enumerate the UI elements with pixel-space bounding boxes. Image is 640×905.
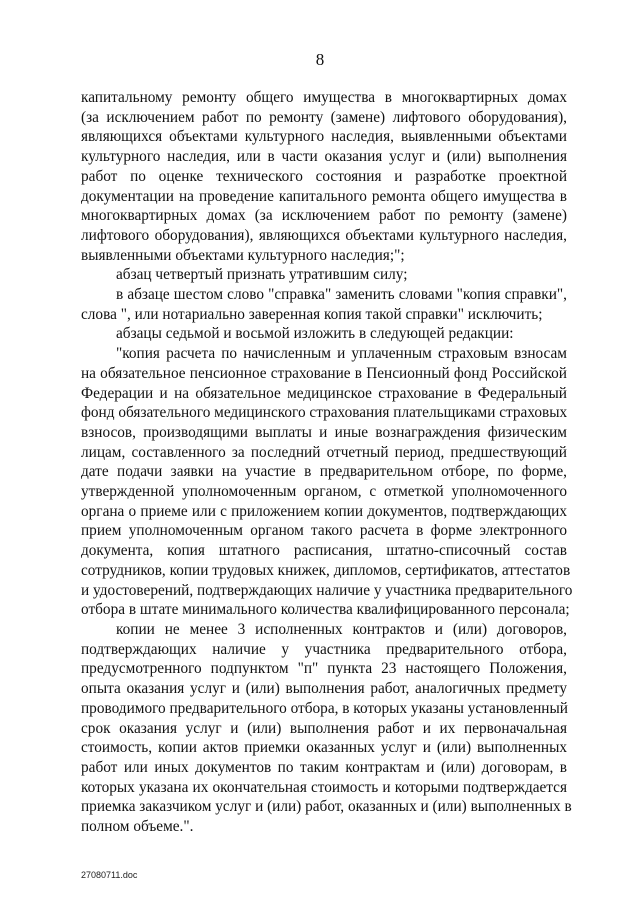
text-line: дате подачи заявки на участие в предварительном отборе, по форме, [81, 463, 567, 481]
text-line: прием уполномоченным органом такого расчета в форме электронного [81, 522, 567, 540]
text-line: фонд обязательного медицинского страхования плательщиками страховых [81, 404, 568, 422]
text-line: в абзаце шестом слово "справка" заменить словами "копия справки", [116, 286, 567, 304]
text-line: утвержденной уполномоченным органом, с отметкой уполномоченного [81, 483, 567, 501]
text-line: работ по оценке технического состояния и разработке проектной [81, 167, 567, 185]
paragraph-p4 [81, 324, 567, 344]
text-line: многоквартирных домах (за исключением работ по ремонту (замене) [81, 207, 567, 225]
text-line: слова ", или нотариально заверенная копия такой справки" исключить; [81, 305, 543, 323]
paragraph-p3 [81, 285, 567, 324]
paragraph-p2 [81, 265, 567, 285]
text-line: капитальному ремонту общего имущества в многоквартирных домах [81, 89, 567, 106]
text-line: стоимость, копии актов приемки оказанных услуг и (или) выполненных [81, 739, 567, 757]
text-line: органа о приеме или с приложением копии документов, подтверждающих [81, 502, 567, 520]
paragraph-p6 [81, 620, 572, 837]
text-line: "копия расчета по начисленным и уплаченным страховым взносам [116, 345, 567, 363]
text-line: предусмотренного подпунктом "п" пункта 23 настоящего Положения, [81, 660, 567, 678]
text-line: абзацы седьмой и восьмой изложить в следующей редакции: [116, 325, 514, 343]
text-line: опыта оказания услуг и (или) выполнения работ, аналогичных предмету [81, 680, 567, 698]
text-line: копии не менее 3 исполненных контрактов и (или) договоров, [116, 620, 567, 638]
text-line: и удостоверений, подтверждающих наличие у участника предварительного [81, 581, 573, 599]
text-line: лифтового оборудования), являющихся объектами культурного наследия, [81, 226, 567, 244]
text-line: которых указана их окончательная стоимость и которыми подтверждается [81, 778, 567, 796]
text-line: приемка заказчиком услуг и (или) работ, оказанных и (или) выполненных в [81, 798, 572, 816]
paragraph-p1 [81, 88, 567, 265]
text-line: сотрудников, копии трудовых книжек, дипломов, сертификатов, аттестатов [81, 561, 571, 579]
text-line: срок оказания услуг и (или) выполнения работ и их первоначальная [81, 719, 567, 737]
text-line: лицам, составленного за последний отчетный период, предшествующий [81, 443, 567, 461]
text-line: взносов, производящими выплаты и иные вознаграждения физическим [81, 423, 567, 441]
page-number: 8 [315, 50, 325, 69]
text-line: являющихся объектами культурного наследия, выявленными объектами [81, 128, 567, 146]
text-line: на обязательное пенсионное страхование в Пенсионный фонд Российской [81, 364, 567, 382]
text-line: работ или иных документов по таким контрактам и (или) договорам, в [81, 758, 567, 776]
text-line: подтверждающих наличие у участника предварительного отбора, [81, 640, 567, 658]
document-file-name: 27080711.doc [81, 870, 138, 880]
text-line: Федерации и на обязательное медицинское страхование в Федеральный [81, 384, 567, 402]
text-line: (за исключением работ по ремонту (замене) лифтового оборудования), [81, 108, 567, 126]
text-line: отбора в штате минимального количества квалифицированного персонала; [81, 601, 570, 619]
text-line: документации на проведение капитального ремонта общего имущества в [81, 187, 567, 205]
text-line: культурного наследия, или в части оказания услуг и (или) выполнения [81, 148, 567, 166]
text-line: полном объеме.". [81, 818, 194, 836]
text-line: документа, копия штатного расписания, штатно-списочный состав [81, 542, 567, 560]
text-line: абзац четвертый признать утратившим силу; [116, 266, 408, 284]
text-line: выявленными объектами культурного наследия;"; [81, 246, 405, 264]
text-line: проводимого предварительного отбора, в которых указаны установленный [81, 699, 568, 717]
document-body [81, 88, 573, 837]
paragraph-p5 [81, 344, 573, 620]
